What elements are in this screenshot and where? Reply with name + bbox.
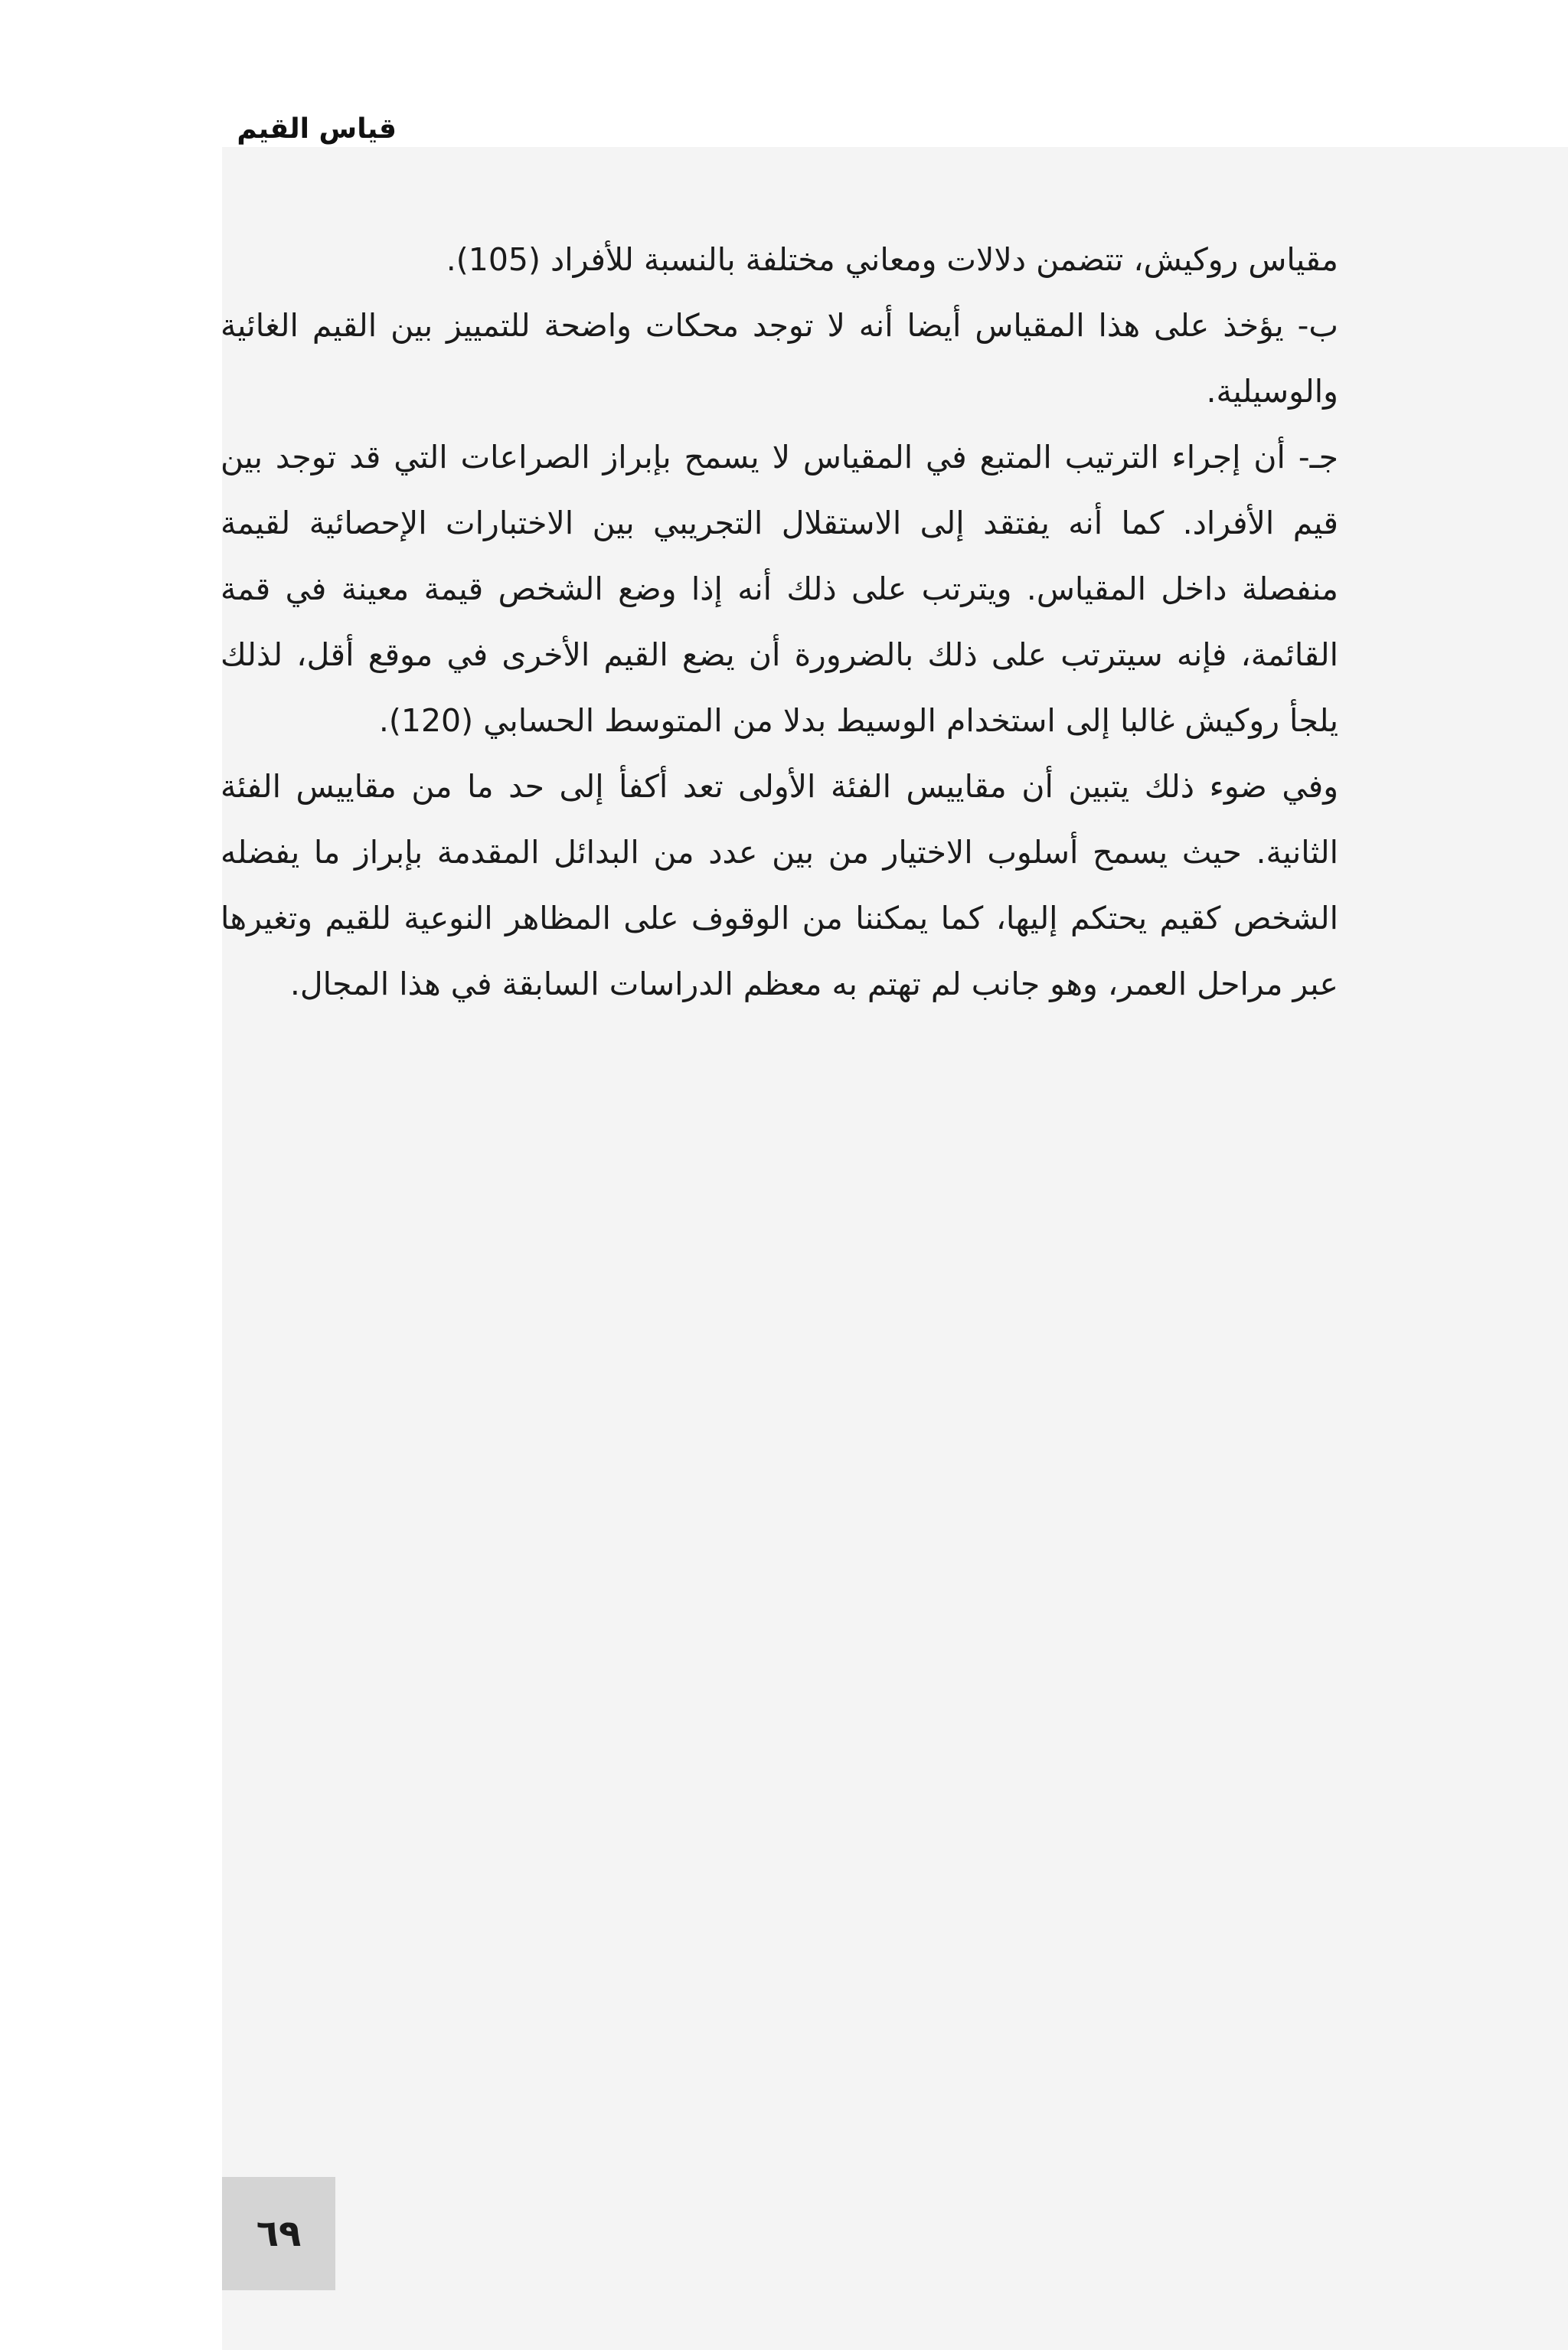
page-number-tab	[222, 2177, 335, 2290]
running-header: قياس القيم	[237, 113, 397, 145]
paragraph-1: مقياس روكيش، تتضمن دلالات ومعاني مختلفة بالنسبة للأفراد (105).	[446, 241, 1338, 278]
paragraph-2: ب- يؤخذ على هذا المقياس أيضا أنه لا توجد محكات واضحة للتمييز بين القيم الغائية والوسيلية.	[220, 307, 1338, 410]
paragraph-3: جـ- أن إجراء الترتيب المتبع في المقياس لا يسمح بإبراز الصراعات التي قد توجد بين قيم الأفراد. كما أنه يفتقد إلى الاستقلال التجريبي بين الاختبارات الإحصائية لقيمة منفصلة داخل المقياس. ويترتب على ذلك أنه إذا وضع الشخص قيمة معينة في قمة القائمة، فإنه سيترتب على ذلك بالضرورة أن يضع القيم الأخرى في موقع أقل، لذلك يلجأ روكيش غالبا إلى استخدام الوسيط بدلا من المتوسط الحسابي (120).	[220, 439, 1338, 739]
body-text	[220, 227, 1338, 1017]
page-number: ٦٩	[256, 2212, 302, 2255]
paragraph-4: وفي ضوء ذلك يتبين أن مقاييس الفئة الأولى تعد أكفأ إلى حد ما من مقاييس الفئة الثانية. حيث يسمح أسلوب الاختيار من بين عدد من البدائل المقدمة بإبراز ما يفضله الشخص كقيم يحتكم إليها، كما يمكننا من الوقوف على المظاهر النوعية للقيم وتغيرها عبر مراحل العمر، وهو جانب لم تهتم به معظم الدراسات السابقة في هذا المجال.	[220, 768, 1338, 1002]
